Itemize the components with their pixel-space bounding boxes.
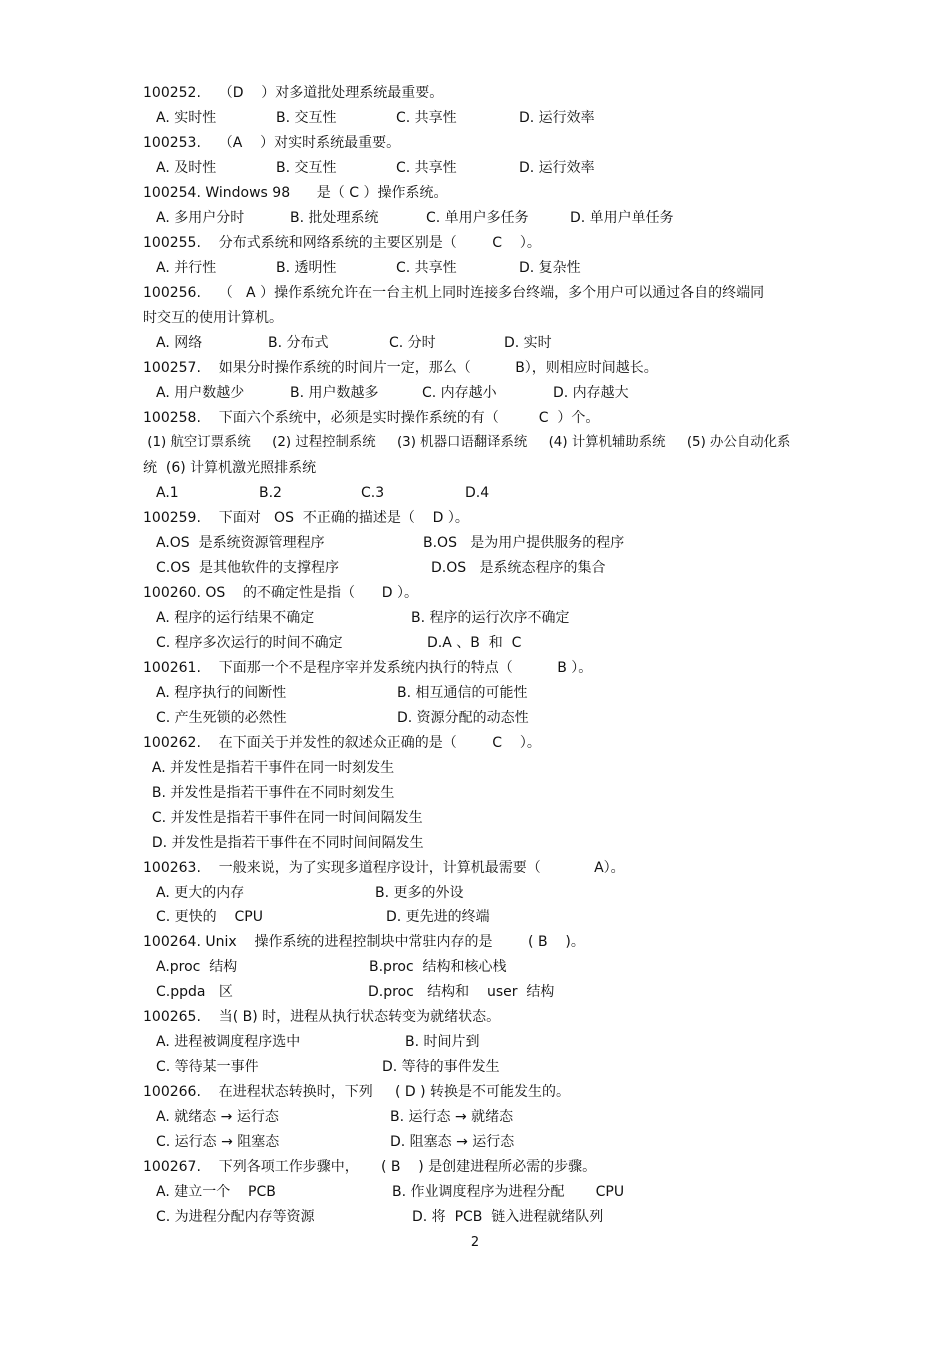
option-a: A.OS 是系统资源管理程序 <box>156 535 325 551</box>
option-b: B. 时间片到 <box>405 1034 480 1050</box>
question-100252: 100252. （D ）对多道批处理系统最重要。 <box>143 85 444 101</box>
option-a: A. 就绪态 → 运行态 <box>156 1109 279 1125</box>
question-100256-cont: 时交互的使用计算机。 <box>143 310 283 326</box>
option-d: D. 更先进的终端 <box>386 909 490 925</box>
question-100260: 100260. OS 的不确定性是指（ D ）。 <box>143 585 418 601</box>
option-b: B. 分布式 <box>268 335 329 351</box>
option-c: C. 产生死锁的必然性 <box>156 710 287 726</box>
option-d: D. 复杂性 <box>519 260 581 276</box>
question-100265: 100265. 当( B) 时，进程从执行状态转变为就绪状态。 <box>143 1009 501 1025</box>
option-a: A. 实时性 <box>156 110 217 126</box>
option-d: D. 等待的事件发生 <box>382 1059 500 1075</box>
question-100259: 100259. 下面对 OS 不正确的描述是（ D ）。 <box>143 510 469 526</box>
option-a: A.1 <box>156 485 179 501</box>
option-a: A. 网络 <box>156 335 203 351</box>
option-d: D.OS 是系统态程序的集合 <box>431 560 606 576</box>
question-100261: 100261. 下面那一个不是程序宰并发系统内执行的特点（ B ）。 <box>143 660 593 676</box>
option-b: B. 用户数越多 <box>290 385 379 401</box>
option-d: D. 实时 <box>504 335 552 351</box>
option-d: D.4 <box>465 485 490 501</box>
question-100255: 100255. 分布式系统和网络系统的主要区别是（ C ）。 <box>143 235 541 251</box>
option-b: B. 交互性 <box>276 160 337 176</box>
option-a: A. 程序的运行结果不确定 <box>156 610 315 626</box>
option-c: C. 单用户多任务 <box>426 210 529 226</box>
option-d: D. 内存越大 <box>553 385 629 401</box>
option-b: B. 更多的外设 <box>375 885 464 901</box>
option-d: D. 运行效率 <box>519 160 595 176</box>
question-100254: 100254. Windows 98 是（ C ）操作系统。 <box>143 185 448 201</box>
option-c: C. 共享性 <box>396 160 457 176</box>
question-100258-cont: 统 (6) 计算机激光照排系统 <box>143 460 317 476</box>
question-100258: 100258. 下面六个系统中，必须是实时操作系统的有（ C ）个。 <box>143 410 600 426</box>
option-b: B.2 <box>259 485 282 501</box>
option-c: C.3 <box>361 485 385 501</box>
option-c: C. 更快的 CPU <box>156 909 263 925</box>
option-c: C.ppda 区 <box>156 984 233 1000</box>
question-100263: 100263. 一般来说，为了实现多道程序设计，计算机最需要（ A）。 <box>143 860 625 876</box>
question-100264: 100264. Unix 操作系统的进程控制块中常驻内存的是 ( B )。 <box>143 934 585 950</box>
option-c: C. 并发性是指若干事件在同一时间间隔发生 <box>143 810 423 826</box>
option-c: C. 运行态 → 阻塞态 <box>156 1134 280 1150</box>
option-a: A. 及时性 <box>156 160 217 176</box>
option-c: C. 分时 <box>389 335 436 351</box>
option-d: D. 阻塞态 → 运行态 <box>390 1134 515 1150</box>
option-c: C. 程序多次运行的时间不确定 <box>156 635 343 651</box>
question-100253: 100253. （A ）对实时系统最重要。 <box>143 135 401 151</box>
option-a: A. 进程被调度程序选中 <box>156 1034 301 1050</box>
option-a: A. 建立一个 PCB <box>156 1184 276 1200</box>
option-a: A. 用户数越少 <box>156 385 245 401</box>
option-a: A. 程序执行的间断性 <box>156 685 287 701</box>
question-100256: 100256. （ A ）操作系统允许在一台主机上同时连接多台终端，多个用户可以通过各自的终端同 <box>143 285 765 301</box>
option-d: D. 资源分配的动态性 <box>397 710 529 726</box>
question-100267: 100267. 下列各项工作步骤中， ( B ) 是创建进程所必需的步骤。 <box>143 1159 597 1175</box>
option-d: D. 运行效率 <box>519 110 595 126</box>
option-d: D.proc 结构和 user 结构 <box>368 984 555 1000</box>
option-c: C. 共享性 <box>396 110 457 126</box>
option-c: C. 共享性 <box>396 260 457 276</box>
question-100258-systems: (1) 航空订票系统 (2) 过程控制系统 (3) 机器口语翻译系统 (4) 计算机辅助系统 (5) 办公自动化系 <box>143 435 791 450</box>
option-b: B. 相互通信的可能性 <box>397 685 528 701</box>
option-a: A. 并行性 <box>156 260 217 276</box>
option-c: C. 内存越小 <box>422 385 497 401</box>
option-b: B. 批处理系统 <box>290 210 379 226</box>
option-a: A. 更大的内存 <box>156 885 245 901</box>
option-b: B. 作业调度程序为进程分配 CPU <box>392 1184 625 1200</box>
question-100257: 100257. 如果分时操作系统的时间片一定，那么（ B），则相应时间越长。 <box>143 360 658 376</box>
option-c: C. 等待某一事件 <box>156 1059 259 1075</box>
option-a: A. 并发性是指若干事件在同一时刻发生 <box>143 760 395 776</box>
option-c: C.OS 是其他软件的支撑程序 <box>156 560 340 576</box>
option-b: B. 运行态 → 就绪态 <box>390 1109 514 1125</box>
option-d: D. 单用户单任务 <box>570 210 674 226</box>
option-b: B. 交互性 <box>276 110 337 126</box>
option-b: B. 并发性是指若干事件在不同时刻发生 <box>143 785 395 801</box>
option-b: B. 程序的运行次序不确定 <box>411 610 570 626</box>
option-d: D. 将 PCB 链入进程就绪队列 <box>412 1209 604 1225</box>
question-100262: 100262. 在下面关于并发性的叙述众正确的是（ C ）。 <box>143 735 541 751</box>
option-d: D. 并发性是指若干事件在不同时间间隔发生 <box>143 835 424 851</box>
option-d: D.A 、B 和 C <box>427 635 522 651</box>
option-a: A.proc 结构 <box>156 959 238 975</box>
option-a: A. 多用户分时 <box>156 210 245 226</box>
option-b: B. 透明性 <box>276 260 337 276</box>
option-b: B.OS 是为用户提供服务的程序 <box>423 535 625 551</box>
option-c: C. 为进程分配内存等资源 <box>156 1209 315 1225</box>
option-b: B.proc 结构和核心栈 <box>369 959 507 975</box>
page-number: 2 <box>470 1235 480 1250</box>
question-100266: 100266. 在进程状态转换时，下列 ( D ) 转换是不可能发生的。 <box>143 1084 570 1100</box>
